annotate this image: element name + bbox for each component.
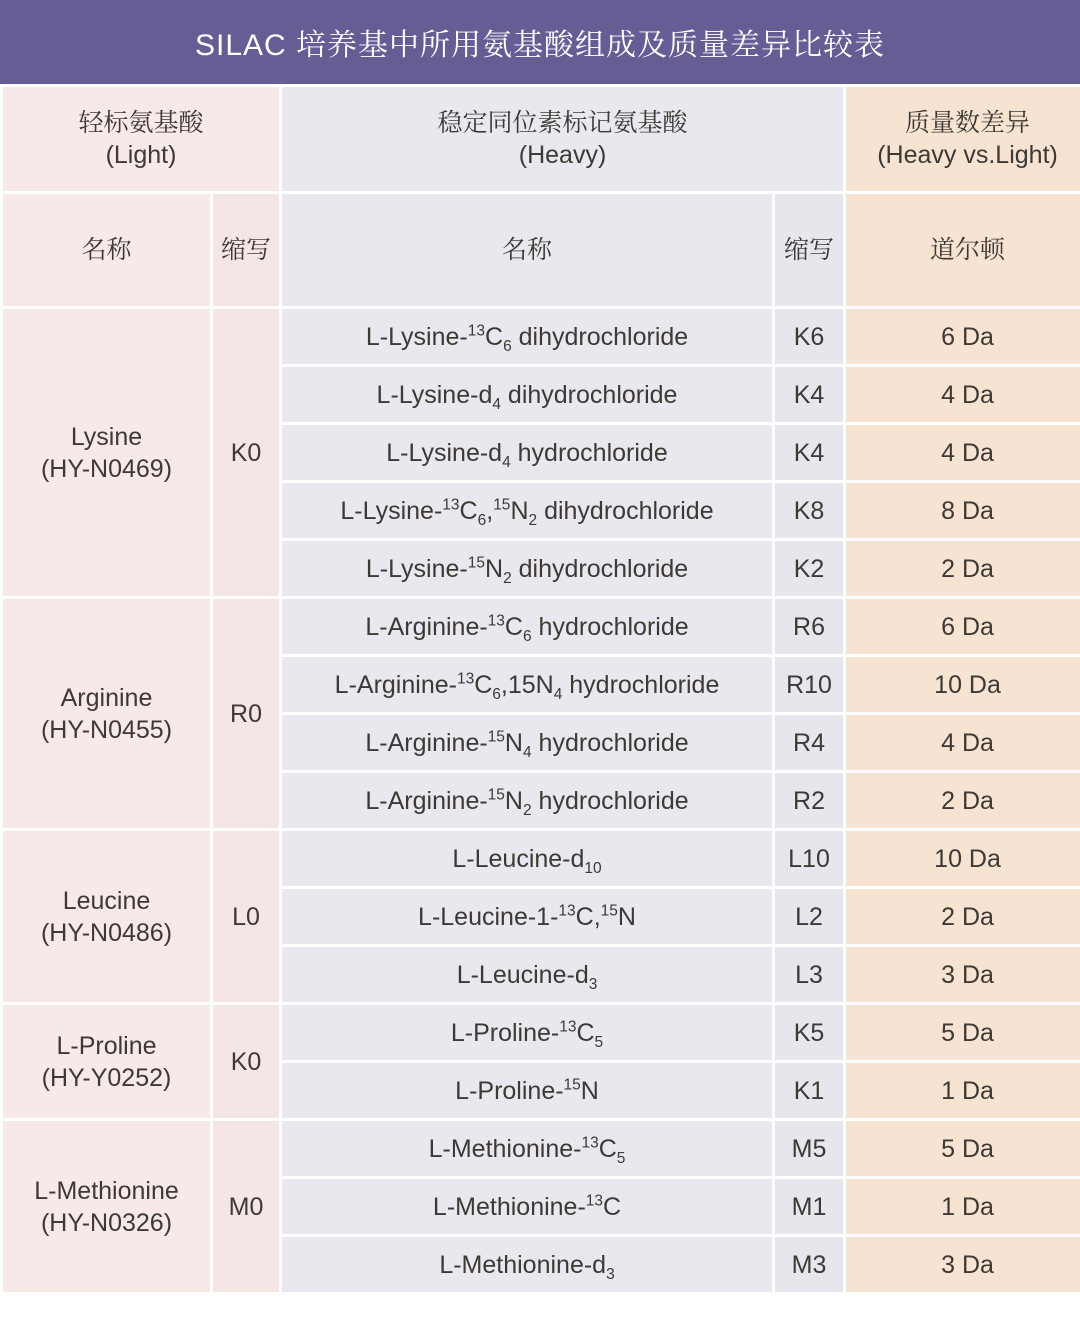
header-light-abbr	[213, 194, 279, 306]
light-amino-acid-cell	[3, 831, 210, 1002]
heavy-abbreviation-cell: K6	[775, 309, 843, 364]
heavy-amino-acid-name-cell: $L-Arginine-^{13}C_6$ hydrochloride	[282, 599, 772, 654]
light-amino-acid-catalog: (HY-N0326)	[40, 1208, 173, 1237]
light-amino-acid-cell	[3, 1005, 210, 1118]
heavy-abbreviation-cell: M5	[775, 1121, 843, 1176]
heavy-amino-acid-name-cell: L-Proline-$^{15}$N	[282, 1063, 772, 1118]
heavy-amino-acid-name-cell: L-Leucine-1-$^{13}$C,$^{15}$N	[282, 889, 772, 944]
heavy-abbreviation-cell: K1	[775, 1063, 843, 1118]
heavy-abbreviation-cell: K5	[775, 1005, 843, 1060]
heavy-amino-acid-name-cell: $L-Leucine-d_{10}$	[282, 831, 772, 886]
mass-difference-cell: 10 Da	[846, 657, 1080, 712]
heavy-amino-acid-name-cell: $L-Proline-^{13}C_5$	[282, 1005, 772, 1060]
light-amino-acid-name: L-Proline	[56, 1031, 157, 1060]
header-group-mass-difference	[846, 87, 1080, 191]
light-abbreviation-cell: R0	[213, 599, 279, 828]
header-group-heavy-line1: 稳定同位素标记氨基酸	[437, 109, 688, 137]
heavy-abbreviation-cell: R4	[775, 715, 843, 770]
table-row	[3, 1005, 1080, 1060]
heavy-amino-acid-name-cell: $L-Lysine-^{13}C_6$ dihydrochloride	[282, 309, 772, 364]
heavy-amino-acid-name-cell: $L-Methionine-^{13}C_5$	[282, 1121, 772, 1176]
light-amino-acid-catalog: (HY-Y0252)	[41, 1063, 172, 1092]
table-row	[3, 599, 1080, 654]
mass-difference-cell: 4 Da	[846, 367, 1080, 422]
mass-difference-cell: 4 Da	[846, 425, 1080, 480]
mass-difference-cell: 2 Da	[846, 889, 1080, 944]
table-row	[3, 309, 1080, 364]
header-group-heavy-line2: (Heavy)	[518, 141, 607, 169]
light-amino-acid-cell	[3, 599, 210, 828]
heavy-amino-acid-name-cell: $L-Leucine-d_3$	[282, 947, 772, 1002]
heavy-abbreviation-cell: L2	[775, 889, 843, 944]
light-amino-acid-name: Lysine	[70, 422, 143, 451]
heavy-abbreviation-cell: K4	[775, 425, 843, 480]
heavy-amino-acid-name-cell: $L-Lysine-d_4$ dihydrochloride	[282, 367, 772, 422]
heavy-amino-acid-name-cell: $L-Lysine-d_4$ hydrochloride	[282, 425, 772, 480]
mass-difference-cell: 5 Da	[846, 1121, 1080, 1176]
light-abbreviation-cell: K0	[213, 1005, 279, 1118]
light-abbreviation-cell: L0	[213, 831, 279, 1002]
light-amino-acid-cell	[3, 1121, 210, 1292]
header-subcolumn-row	[3, 194, 1080, 306]
light-amino-acid-catalog: (HY-N0469)	[40, 454, 173, 483]
table-body	[3, 309, 1080, 1292]
heavy-abbreviation-cell: R2	[775, 773, 843, 828]
heavy-amino-acid-name-cell: $L-Arginine-^{13}C_6,15N_4$ hydrochloride	[282, 657, 772, 712]
page-title: SILAC 培养基中所用氨基酸组成及质量差异比较表	[194, 29, 886, 62]
header-group-delta-line1: 质量数差异	[905, 109, 1031, 137]
silac-comparison-table	[0, 84, 1080, 1295]
light-amino-acid-catalog: (HY-N0486)	[40, 918, 173, 947]
header-group-heavy	[282, 87, 843, 191]
heavy-abbreviation-cell: L10	[775, 831, 843, 886]
heavy-amino-acid-name-cell: L-Methionine-$^{13}$C	[282, 1179, 772, 1234]
light-abbreviation-cell: K0	[213, 309, 279, 596]
heavy-abbreviation-cell: R10	[775, 657, 843, 712]
light-amino-acid-name: Arginine	[60, 683, 153, 712]
heavy-abbreviation-cell: M1	[775, 1179, 843, 1234]
mass-difference-cell: 2 Da	[846, 541, 1080, 596]
header-light-abbr-label: 缩写	[221, 236, 272, 264]
mass-difference-cell: 3 Da	[846, 1237, 1080, 1292]
heavy-amino-acid-name-cell: $L-Methionine-d_3$	[282, 1237, 772, 1292]
mass-difference-cell: 1 Da	[846, 1063, 1080, 1118]
table-header	[3, 87, 1080, 306]
header-heavy-abbr-label: 缩写	[784, 236, 835, 264]
heavy-abbreviation-cell: K8	[775, 483, 843, 538]
heavy-amino-acid-name-cell: $L-Arginine-^{15}N_2$ hydrochloride	[282, 773, 772, 828]
header-heavy-abbr	[775, 194, 843, 306]
heavy-abbreviation-cell: R6	[775, 599, 843, 654]
mass-difference-cell: 6 Da	[846, 309, 1080, 364]
mass-difference-cell: 3 Da	[846, 947, 1080, 1002]
heavy-amino-acid-name-cell: $L-Lysine-^{15}N_2$ dihydrochloride	[282, 541, 772, 596]
header-group-light-line1: 轻标氨基酸	[78, 109, 204, 137]
header-group-row	[3, 87, 1080, 191]
light-amino-acid-cell	[3, 309, 210, 596]
light-amino-acid-name: L-Methionine	[34, 1176, 179, 1205]
heavy-abbreviation-cell: K4	[775, 367, 843, 422]
light-amino-acid-catalog: (HY-N0455)	[40, 715, 173, 744]
mass-difference-cell: 8 Da	[846, 483, 1080, 538]
table-row	[3, 1121, 1080, 1176]
light-amino-acid-name: Leucine	[62, 886, 151, 915]
table-row	[3, 831, 1080, 886]
header-group-delta-line2: (Heavy vs.Light)	[877, 141, 1058, 169]
heavy-abbreviation-cell: M3	[775, 1237, 843, 1292]
heavy-abbreviation-cell: K2	[775, 541, 843, 596]
heavy-amino-acid-name-cell: $L-Lysine-^{13}C_6,^{15}N_2$ dihydrochloride	[282, 483, 772, 538]
heavy-amino-acid-name-cell: $L-Arginine-^{15}N_4$ hydrochloride	[282, 715, 772, 770]
heavy-abbreviation-cell: L3	[775, 947, 843, 1002]
mass-difference-cell: 10 Da	[846, 831, 1080, 886]
mass-difference-cell: 4 Da	[846, 715, 1080, 770]
mass-difference-cell: 5 Da	[846, 1005, 1080, 1060]
header-heavy-name: 名称	[282, 194, 772, 306]
mass-difference-cell: 6 Da	[846, 599, 1080, 654]
header-dalton: 道尔顿	[846, 194, 1080, 306]
light-abbreviation-cell: M0	[213, 1121, 279, 1292]
table-title-bar	[0, 0, 1080, 84]
header-group-light-line2: (Light)	[105, 141, 177, 169]
mass-difference-cell: 2 Da	[846, 773, 1080, 828]
header-light-name: 名称	[3, 194, 210, 306]
mass-difference-cell: 1 Da	[846, 1179, 1080, 1234]
header-group-light	[3, 87, 279, 191]
